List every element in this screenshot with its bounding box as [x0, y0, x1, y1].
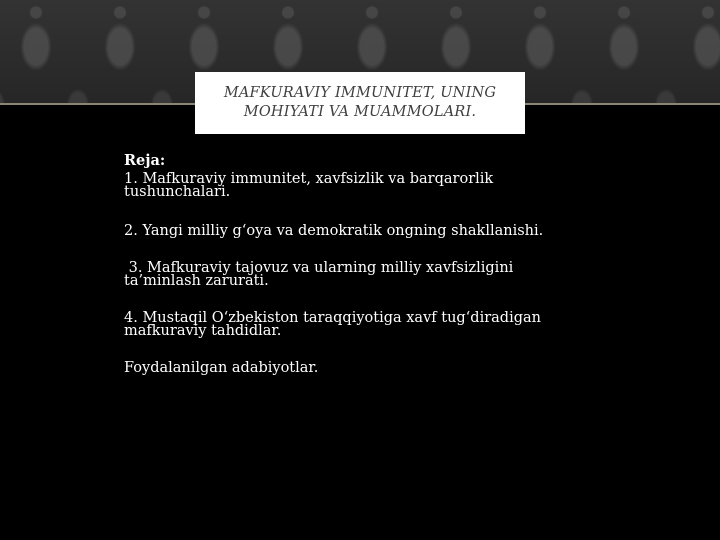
plan-item: 1. Mafkuraviy immunitet, xavfsizlik va barqarorlik tushunchalari.	[124, 171, 498, 200]
plan-item: 4. Mustaqil O‘zbekiston taraqqiyotiga xavf tug‘diradigan mafkuraviy tahdidlar.	[124, 310, 546, 339]
slide-title: MAFKURAVIY IMMUNITET, UNING MOHIYATI VA MUAMMOLARI.	[223, 85, 497, 120]
plan-item-references: Foydalanilgan adabiyotlar.	[124, 360, 319, 376]
slide-content	[124, 152, 584, 399]
title-box	[195, 72, 525, 134]
plan-heading: Reja:	[124, 152, 166, 169]
plan-item: 2. Yangi milliy g‘oya va demokratik ongning shakllanishi.	[124, 223, 544, 239]
plan-item: 3. Mafkuraviy tajovuz va ularning milliy xavfsizligini ta’minlash zarurati.	[124, 260, 518, 289]
